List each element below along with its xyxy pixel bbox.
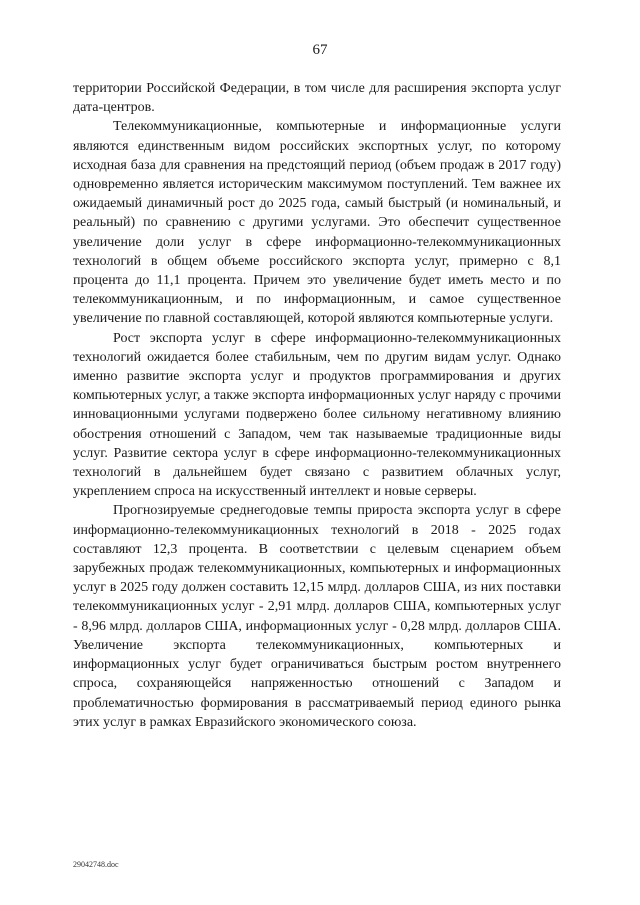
- footer-filename: 29042748.doc: [73, 860, 119, 869]
- paragraph-ict-services-growth: Телекоммуникационные, компьютерные и информационные услуги являются единственным видом российских экспортных услуг, по которому исходная база для сравнения на предстоящий период (объем продаж в 2017 году) одновременно является историческим максимумом поступлений. Тем важнее их ожидаемый динамичный рост до 2025 года, самый быстрый (и номинальный, и реальный) по сравнению с другими услугами. Это обеспечит существенное увеличение доли услуг в сфере информационно-телекоммуникационных технологий в общем объеме российского экспорта услуг, примерно с 8,1 процента до 11,1 процента. Причем это увеличение будет иметь место и по телекоммуникационным, и по информационным, и самое существенное увеличение по главной составляющей, которой являются компьютерные услуги.: [73, 119, 561, 327]
- paragraph-forecast-rates: Прогнозируемые среднегодовые темпы прироста экспорта услуг в сфере информационно-телекоммуникационных технологий в 2018 - 2025 годах составляют 12,3 процента. В соответствии с целевым сценарием объем зарубежных продаж телекоммуникационных, компьютерных и информационных услуг в 2025 году должен составить 12,15 млрд. долларов США, из них поставки телекоммуникационных услуг - 2,91 млрд. долларов США, компьютерных услуг - 8,96 млрд. долларов США, информационных услуг - 0,28 млрд. долларов США. Увеличение экспорта телекоммуникационных, компьютерных и информационных услуг будет ограничиваться быстрым ростом внутреннего спроса, сохраняющейся напряженностью отношений с Западом и проблематичностью формирования в рассматриваемый период единого рынка этих услуг в рамках Евразийского экономического союза.: [73, 503, 561, 730]
- paragraph-export-stability: Рост экспорта услуг в сфере информационно-телекоммуникационных технологий ожидается более стабильным, чем по другим видам услуг. Однако именно развитие экспорта услуг и продуктов программирования и других компьютерных услуг, а также экспорта информационных услуг наряду с прочими инновационными услугами подвержено более сильному негативному влиянию обострения отношений с Западом, чем так называемые традиционные виды услуг. Развитие сектора услуг в сфере информационно-телекоммуникационных технологий в дальнейшем будет связано с развитием облачных услуг, укреплением спроса на искусственный интеллект и новые серверы.: [73, 330, 561, 500]
- document-body: [73, 79, 561, 732]
- paragraph-continuation: территории Российской Федерации, в том числе для расширения экспорта услуг дата-центров.: [73, 81, 561, 116]
- page-number: 67: [312, 42, 328, 58]
